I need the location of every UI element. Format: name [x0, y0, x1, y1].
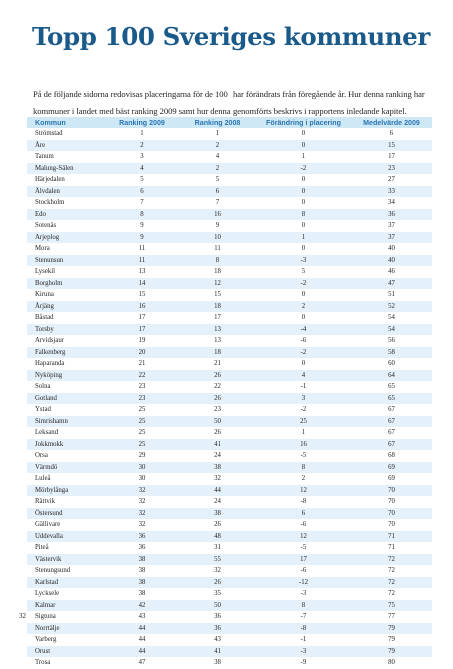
table-row	[27, 232, 432, 244]
table-cell: -8	[256, 623, 351, 635]
table-row	[27, 554, 432, 566]
table-cell: 4	[215, 153, 220, 161]
table-cell: Sigtuna	[35, 613, 56, 621]
table-cell: 5	[301, 268, 306, 276]
table-cell: -2	[300, 406, 307, 414]
table-cell: Norrtälje	[27, 623, 105, 635]
page-number: 32	[19, 612, 26, 620]
table-cell: 67	[351, 416, 432, 428]
table-cell: -9	[300, 659, 307, 667]
table-cell: 56	[388, 337, 395, 345]
table-cell: -7	[300, 613, 307, 621]
table-row	[27, 623, 432, 635]
table-cell: 47	[351, 278, 432, 290]
table-cell: 30	[138, 475, 146, 483]
table-cell: Solna	[35, 383, 51, 391]
table-cell: 38	[179, 508, 256, 520]
table-cell: Båstad	[35, 314, 54, 322]
table-cell: 5	[140, 176, 144, 184]
table-row	[27, 220, 432, 232]
table-cell: Härjedalen	[35, 176, 65, 184]
table-row	[27, 358, 432, 370]
table-cell: 8	[256, 209, 351, 221]
table-cell: Falkenberg	[27, 347, 105, 359]
table-cell: 42	[105, 600, 179, 612]
table-cell: -6	[300, 567, 307, 575]
table-cell: 79	[388, 636, 395, 644]
table-cell: 41	[179, 439, 256, 451]
table-cell: 79	[351, 623, 432, 635]
table-cell: Edo	[27, 209, 105, 221]
table-row	[27, 324, 432, 336]
table-row	[27, 611, 432, 623]
table-row	[27, 485, 432, 497]
table-cell: 40	[351, 255, 432, 267]
table-row	[27, 646, 432, 658]
table-row	[27, 565, 432, 577]
table-cell: 26	[179, 370, 256, 382]
table-cell: Nyköping	[27, 370, 105, 382]
table-cell: 20	[105, 347, 179, 359]
table-cell: 37	[388, 222, 395, 230]
table-cell: -5	[300, 544, 307, 552]
table-cell: 1	[256, 232, 351, 244]
table-cell: 17	[256, 554, 351, 566]
table-cell: 2	[301, 475, 306, 483]
table-cell: Uddevalla	[27, 531, 105, 543]
table-cell: 25	[105, 416, 179, 428]
table-cell: -2	[256, 163, 351, 175]
table-cell: 15	[138, 291, 146, 299]
table-row	[27, 588, 432, 600]
table-cell: 50	[179, 600, 256, 612]
table-row	[27, 335, 432, 347]
table-cell: 26	[179, 393, 256, 405]
table-cell: -3	[256, 646, 351, 658]
table-cell: Gotland	[27, 393, 105, 405]
table-cell: 23	[351, 163, 432, 175]
table-cell: 72	[388, 567, 395, 575]
table-cell: 7	[215, 199, 220, 207]
table-cell: Strömstad	[35, 130, 63, 138]
table-cell: 1	[215, 130, 220, 138]
column-header-ranking-2009: Ranking 2009	[105, 117, 179, 128]
table-cell: 37	[351, 232, 432, 244]
table-cell: Älvdalen	[27, 186, 105, 198]
table-cell: 7	[140, 199, 144, 207]
table-cell: 65	[351, 393, 432, 405]
table-row	[27, 508, 432, 520]
table-cell: Borgholm	[27, 278, 105, 290]
table-cell: 71	[351, 531, 432, 543]
table-cell: 32	[138, 521, 146, 529]
table-cell: 38	[214, 659, 221, 667]
table-row	[27, 370, 432, 382]
table-cell: 70	[388, 498, 395, 506]
table-cell: Arvidsjaur	[35, 337, 65, 345]
table-cell: 72	[351, 577, 432, 589]
table-cell: Östersund	[27, 508, 105, 520]
table-cell: 5	[215, 176, 220, 184]
table-cell: 18	[179, 347, 256, 359]
table-cell: 70	[351, 508, 432, 520]
table-cell: 2	[179, 140, 256, 152]
table-cell: Mora	[35, 245, 50, 253]
table-cell: Orsa	[35, 452, 48, 460]
table-cell: 12	[256, 485, 351, 497]
table-row	[27, 128, 432, 140]
table-cell: 72	[388, 590, 395, 598]
table-cell: 44	[138, 636, 146, 644]
table-cell: 1	[140, 130, 144, 138]
table-cell: 18	[179, 301, 256, 313]
table-cell: 32	[214, 567, 221, 575]
table-cell: Varberg	[35, 636, 57, 644]
column-header-kommun: Kommun	[27, 117, 105, 128]
table-row	[27, 496, 432, 508]
table-cell: Åre	[27, 140, 105, 152]
table-cell: Lycksele	[35, 590, 60, 598]
table-row	[27, 243, 432, 255]
table-row	[27, 519, 432, 531]
table-cell: -2	[256, 347, 351, 359]
table-cell: 80	[388, 659, 395, 667]
table-cell: 32	[105, 508, 179, 520]
table-cell: Haparanda	[35, 360, 65, 368]
table-row	[27, 393, 432, 405]
table-cell: 26	[214, 521, 221, 529]
table-row	[27, 140, 432, 152]
table-cell: 25	[138, 406, 146, 414]
table-cell: Västervik	[27, 554, 105, 566]
table-cell: 15	[351, 140, 432, 152]
table-row	[27, 542, 432, 554]
table-row	[27, 600, 432, 612]
table-cell: 11	[105, 255, 179, 267]
table-cell: 67	[388, 429, 395, 437]
table-cell: Karlstad	[27, 577, 105, 589]
table-cell: 0	[256, 186, 351, 198]
table-cell: 24	[214, 452, 221, 460]
table-cell: 6	[179, 186, 256, 198]
table-row	[27, 151, 432, 163]
table-row	[27, 289, 432, 301]
table-row	[27, 301, 432, 313]
page-title: Topp 100 Sveriges kommuner	[32, 22, 430, 51]
table-cell: 32	[138, 498, 146, 506]
table-cell: 23	[214, 406, 221, 414]
table-cell: 55	[179, 554, 256, 566]
intro-text-right	[233, 86, 433, 119]
table-body	[27, 128, 432, 669]
table-cell: 36	[138, 544, 146, 552]
table-row	[27, 347, 432, 359]
table-cell: 6	[105, 186, 179, 198]
table-cell: 6	[256, 508, 351, 520]
table-cell: 14	[105, 278, 179, 290]
table-cell: 11	[214, 245, 221, 253]
table-cell: 41	[179, 646, 256, 658]
table-cell: Luleå	[35, 475, 51, 483]
table-cell: 21	[214, 360, 221, 368]
table-header-row	[27, 117, 432, 128]
column-header-ranking-2008: Ranking 2008	[179, 117, 256, 128]
table-cell: 9	[105, 232, 179, 244]
table-cell: 47	[138, 659, 146, 667]
table-cell: Sotenäs	[35, 222, 57, 230]
table-cell: Simrishamn	[27, 416, 105, 428]
column-header-forandring: Förändring i placering	[256, 117, 351, 128]
table-cell: Leksand	[35, 429, 59, 437]
table-cell: Torsby	[27, 324, 105, 336]
table-cell: 3	[256, 393, 351, 405]
table-cell: 21	[138, 360, 146, 368]
intro-line: genomförts beskrivs i rapportens inledande kapitel.	[233, 105, 407, 116]
table-cell: 9	[140, 222, 144, 230]
table-cell: 27	[388, 176, 395, 184]
table-cell: 10	[179, 232, 256, 244]
table-cell: 65	[388, 383, 395, 391]
table-cell: -4	[256, 324, 351, 336]
table-cell: 1	[301, 429, 306, 437]
table-cell: 15	[214, 291, 221, 299]
table-cell: 4	[256, 370, 351, 382]
table-cell: 70	[351, 485, 432, 497]
table-cell: 54	[388, 314, 395, 322]
table-cell: 54	[351, 324, 432, 336]
table-cell: 69	[351, 462, 432, 474]
table-cell: 25	[105, 439, 179, 451]
table-cell: 13	[214, 337, 221, 345]
table-cell: 4	[105, 163, 179, 175]
table-cell: Arjeplog	[27, 232, 105, 244]
table-row	[27, 197, 432, 209]
table-cell: 2	[105, 140, 179, 152]
table-row	[27, 577, 432, 589]
table-cell: 36	[179, 623, 256, 635]
table-cell: 23	[138, 383, 146, 391]
table-cell: 24	[214, 498, 221, 506]
intro-text-left	[33, 86, 233, 119]
table-cell: 13	[138, 268, 146, 276]
table-cell: 25	[138, 429, 146, 437]
table-cell: 17	[214, 314, 221, 322]
table-cell: Årjäng	[27, 301, 105, 313]
table-cell: Orust	[27, 646, 105, 658]
table-cell: Stenungsund	[35, 567, 71, 575]
table-cell: 8	[256, 600, 351, 612]
table-cell: 32	[214, 475, 221, 483]
table-cell: 9	[215, 222, 220, 230]
table-cell: 11	[138, 245, 146, 253]
table-cell: 12	[179, 278, 256, 290]
table-cell: Värmdö	[27, 462, 105, 474]
table-cell: 51	[388, 291, 395, 299]
table-row	[27, 473, 432, 485]
table-cell: 68	[388, 452, 395, 460]
table-row	[27, 531, 432, 543]
table-cell: 38	[138, 590, 146, 598]
table-cell: Piteå	[35, 544, 49, 552]
table-cell: 36	[105, 531, 179, 543]
table-cell: Jokkmokk	[27, 439, 105, 451]
table-row	[27, 255, 432, 267]
intro-line: kommuner i landet med bäst ranking 2009 samt hur denna	[33, 105, 231, 116]
table-cell: 64	[351, 370, 432, 382]
table-cell: -3	[300, 590, 307, 598]
table-cell: 2	[179, 163, 256, 175]
table-cell: -2	[256, 278, 351, 290]
table-cell: 44	[179, 485, 256, 497]
table-cell: 0	[301, 130, 306, 138]
table-cell: Kalmar	[27, 600, 105, 612]
table-cell: 16	[179, 209, 256, 221]
table-cell: 13	[179, 324, 256, 336]
table-cell: -6	[300, 521, 307, 529]
table-cell: 48	[179, 531, 256, 543]
table-cell: 67	[351, 439, 432, 451]
table-row	[27, 439, 432, 451]
column-header-medelvarde: Medelvärde 2009	[351, 117, 432, 128]
table-cell: 22	[105, 370, 179, 382]
table-cell: 31	[214, 544, 221, 552]
table-row	[27, 416, 432, 428]
table-cell: 36	[351, 209, 432, 221]
table-row	[27, 404, 432, 416]
table-cell: 1	[301, 153, 306, 161]
table-cell: 22	[214, 383, 221, 391]
table-cell: 38	[179, 462, 256, 474]
table-cell: 60	[388, 360, 395, 368]
table-cell: 0	[301, 314, 306, 322]
table-cell: 23	[105, 393, 179, 405]
table-cell: 33	[351, 186, 432, 198]
table-cell: 3	[140, 153, 144, 161]
table-row	[27, 209, 432, 221]
table-cell: 6	[389, 130, 394, 138]
table-cell: Trosa	[35, 659, 51, 667]
table-cell: 40	[388, 245, 395, 253]
table-cell: 18	[214, 268, 221, 276]
table-row	[27, 450, 432, 462]
table-cell: -1	[300, 383, 307, 391]
table-cell: Malung-Sälen	[27, 163, 105, 175]
table-cell: 79	[351, 646, 432, 658]
table-cell: -6	[300, 337, 307, 345]
table-cell: 44	[105, 623, 179, 635]
table-cell: Kiruna	[35, 291, 54, 299]
table-cell: 16	[256, 439, 351, 451]
table-cell: 36	[214, 613, 221, 621]
table-cell: 67	[388, 406, 395, 414]
table-cell: 0	[301, 176, 306, 184]
intro-line: har förändrats från föregående år. Hur denna ranking har	[233, 89, 425, 99]
table-cell: 26	[179, 577, 256, 589]
table-cell: 35	[214, 590, 221, 598]
table-cell: 70	[388, 521, 395, 529]
table-row	[27, 174, 432, 186]
table-cell: 0	[301, 291, 306, 299]
table-cell: Rättvik	[35, 498, 56, 506]
table-row	[27, 427, 432, 439]
table-cell: Ystad	[35, 406, 51, 414]
table-cell: 32	[105, 485, 179, 497]
table-cell: -1	[300, 636, 307, 644]
table-cell: 43	[138, 613, 146, 621]
table-cell: 34	[388, 199, 395, 207]
table-cell: 0	[301, 245, 306, 253]
table-cell: 25	[256, 416, 351, 428]
table-cell: 19	[138, 337, 146, 345]
table-cell: -12	[256, 577, 351, 589]
table-cell: 38	[105, 577, 179, 589]
table-cell: 44	[105, 646, 179, 658]
table-cell: 17	[138, 314, 146, 322]
table-row	[27, 266, 432, 278]
table-cell: 72	[351, 554, 432, 566]
table-row	[27, 657, 432, 669]
table-cell: Stenunsun	[27, 255, 105, 267]
table-row	[27, 163, 432, 175]
table-cell: 52	[351, 301, 432, 313]
table-cell: 71	[388, 544, 395, 552]
table-cell: -5	[300, 452, 307, 460]
table-cell: 77	[388, 613, 395, 621]
table-cell: Tanum	[35, 153, 54, 161]
table-cell: 8	[105, 209, 179, 221]
ranking-table	[27, 117, 432, 669]
table-cell: 58	[351, 347, 432, 359]
table-cell: 2	[256, 301, 351, 313]
table-cell: 30	[105, 462, 179, 474]
table-cell: 0	[256, 140, 351, 152]
table-cell: 38	[138, 567, 146, 575]
table-cell: 17	[105, 324, 179, 336]
table-cell: 69	[388, 475, 395, 483]
table-cell: Stockholm	[35, 199, 65, 207]
table-cell: 16	[105, 301, 179, 313]
table-cell: Mörbylånga	[27, 485, 105, 497]
intro-line: På de följande sidorna redovisas placeringarna för de 100	[33, 89, 228, 99]
table-row	[27, 186, 432, 198]
table-cell: 12	[256, 531, 351, 543]
table-cell: 46	[388, 268, 395, 276]
table-cell: 0	[301, 199, 306, 207]
table-cell: 0	[301, 360, 306, 368]
table-cell: -8	[300, 498, 307, 506]
table-row	[27, 381, 432, 393]
table-cell: 26	[214, 429, 221, 437]
table-cell: 29	[138, 452, 146, 460]
table-cell: 8	[179, 255, 256, 267]
table-cell: 75	[351, 600, 432, 612]
table-cell: 8	[256, 462, 351, 474]
table-row	[27, 312, 432, 324]
table-cell: 43	[214, 636, 221, 644]
table-row	[27, 278, 432, 290]
table-cell: Lysekil	[35, 268, 56, 276]
table-cell: 0	[301, 222, 306, 230]
table-cell: 50	[179, 416, 256, 428]
table-cell: 38	[105, 554, 179, 566]
table-cell: 17	[388, 153, 395, 161]
table-row	[27, 462, 432, 474]
table-cell: Gällivare	[35, 521, 61, 529]
table-cell: -3	[256, 255, 351, 267]
